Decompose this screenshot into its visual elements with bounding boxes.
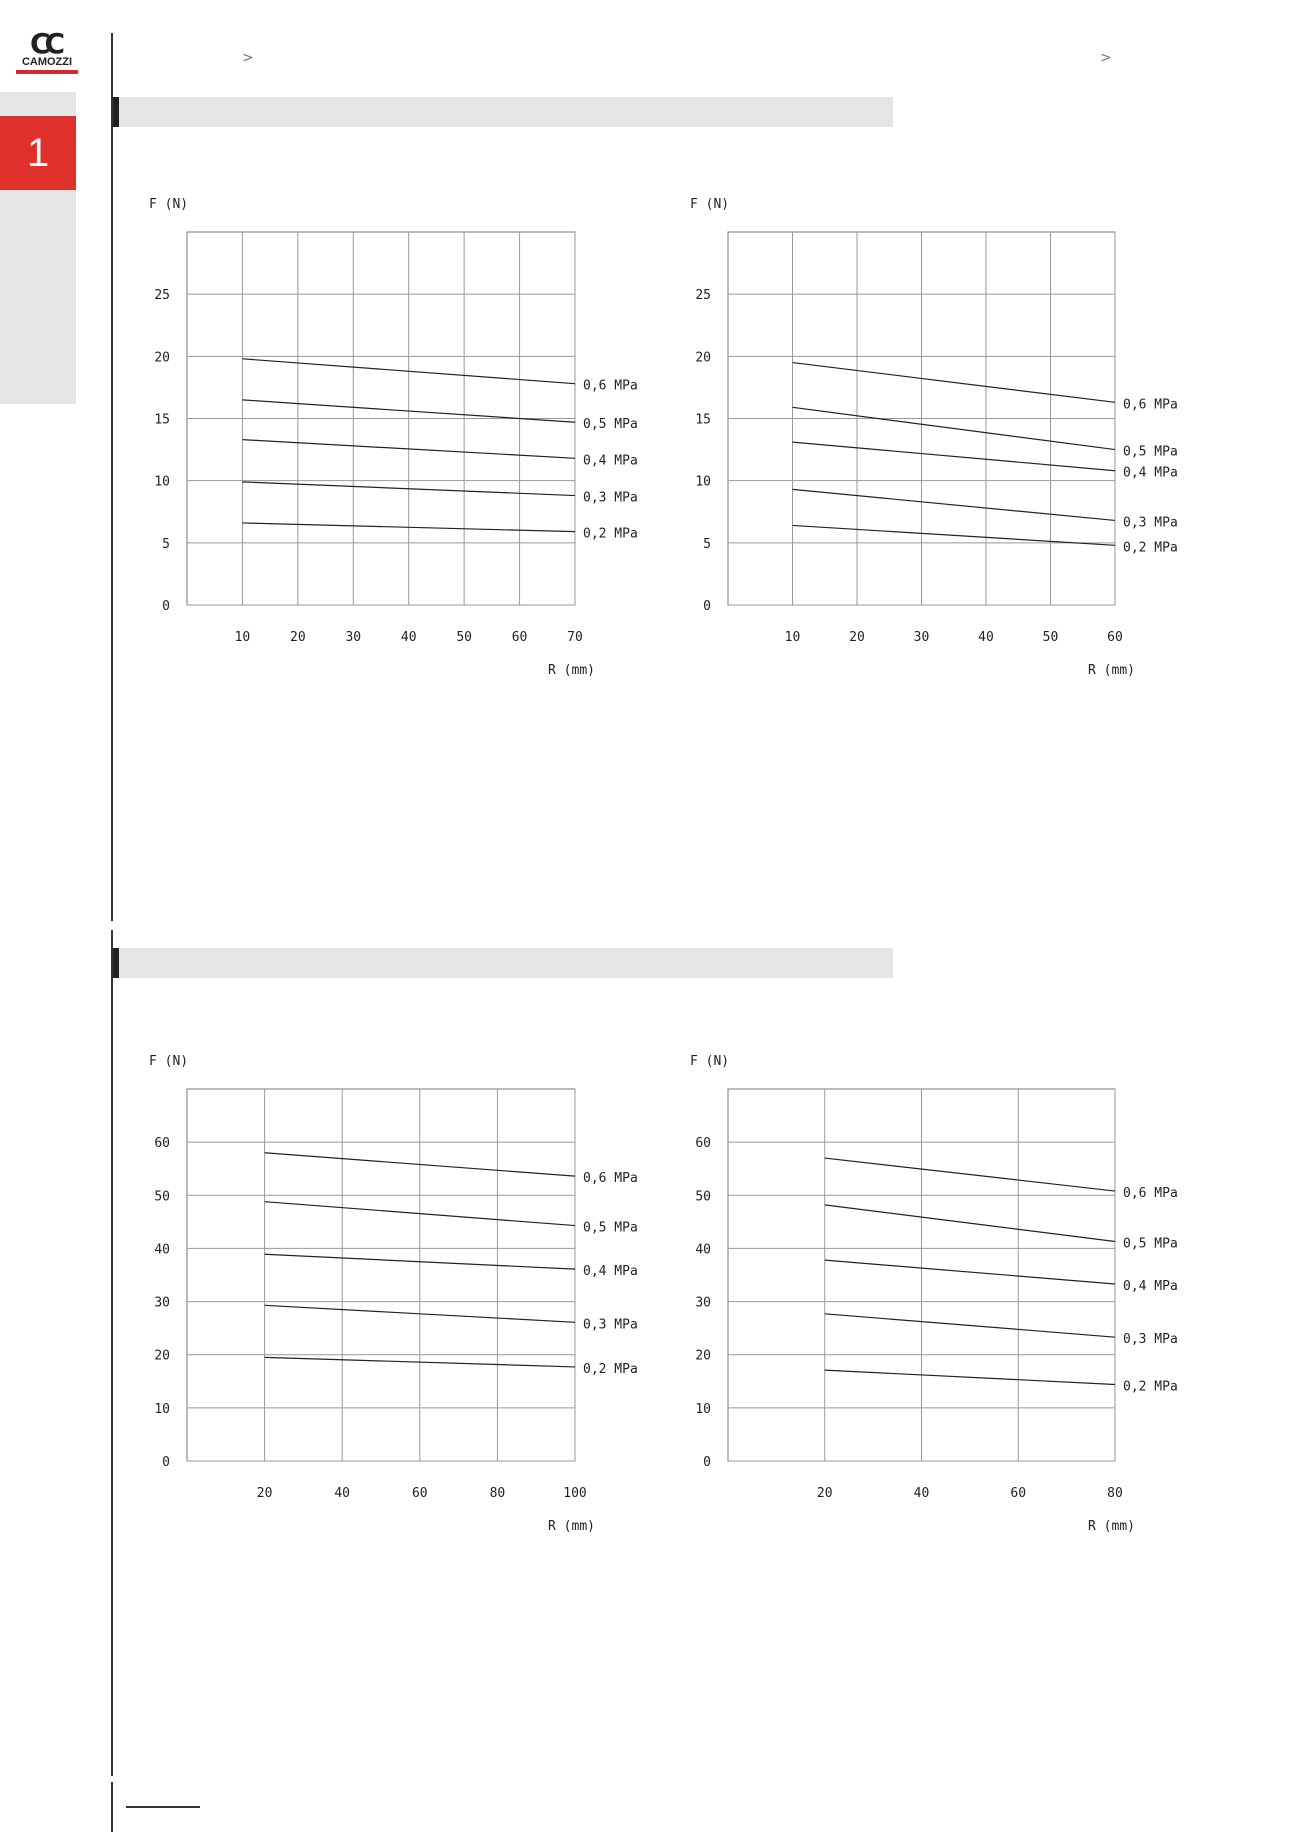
series-label: 0,3 MPa [583, 490, 638, 506]
logo-text: CAMOZZI [21, 56, 73, 68]
x-tick-label: 30 [913, 630, 930, 645]
y-tick-label: 50 [154, 1189, 170, 1205]
x-tick-label: 40 [913, 1486, 930, 1501]
x-tick-label: 10 [784, 630, 801, 645]
x-tick-label: 60 [1107, 630, 1123, 645]
series-label: 0,6 MPa [583, 1171, 638, 1187]
section-number-tab[interactable]: 1 [0, 116, 76, 190]
series-label: 0,3 MPa [1123, 515, 1178, 531]
x-tick-label: 40 [978, 630, 994, 645]
section-header-band-1 [113, 97, 893, 127]
series-line [825, 1158, 1115, 1191]
chart-1 [140, 190, 638, 690]
camozzi-logo [16, 27, 78, 74]
x-tick-label: 20 [816, 1486, 833, 1501]
series-label: 0,5 MPa [583, 417, 638, 433]
plot-frame [187, 1089, 575, 1461]
x-tick-label: 50 [1042, 630, 1059, 645]
y-tick-label: 10 [695, 474, 711, 490]
logo-mark: CC [30, 27, 60, 60]
x-tick-label: 40 [334, 1486, 351, 1501]
y-tick-label: 50 [695, 1189, 711, 1205]
y-tick-label: 40 [695, 1242, 711, 1258]
series-label: 0,4 MPa [583, 1264, 638, 1280]
band-marker [113, 97, 119, 127]
chart-2 [680, 190, 1178, 690]
y-tick-label: 40 [154, 1242, 170, 1258]
y-tick-label: 0 [162, 1455, 170, 1470]
x-tick-label: 60 [411, 1486, 428, 1501]
series-line [793, 407, 1116, 449]
x-tick-label: 20 [849, 630, 865, 645]
y-tick-label: 25 [695, 288, 711, 304]
y-tick-label: 25 [154, 288, 170, 304]
y-tick-label: 10 [154, 1401, 170, 1417]
section-header-band-2 [113, 948, 893, 978]
y-axis-label: F (N) [149, 197, 189, 212]
chart-4 [680, 1040, 1178, 1540]
series-label: 0,5 MPa [583, 1220, 638, 1236]
y-tick-label: 60 [695, 1136, 711, 1152]
y-tick-label: 20 [695, 350, 711, 366]
x-tick-label: 100 [563, 1486, 587, 1501]
series-label: 0,6 MPa [1123, 397, 1178, 413]
x-axis-label: R (mm) [548, 663, 595, 678]
y-tick-label: 15 [154, 412, 170, 428]
y-tick-label: 10 [154, 474, 170, 490]
y-tick-label: 30 [695, 1295, 711, 1311]
series-label: 0,3 MPa [1123, 1332, 1178, 1348]
y-axis-label: F (N) [149, 1054, 189, 1069]
x-tick-label: 10 [234, 630, 251, 645]
y-tick-label: 20 [695, 1348, 711, 1364]
x-tick-label: 20 [256, 1486, 273, 1501]
series-label: 0,4 MPa [1123, 465, 1178, 481]
series-line [825, 1260, 1115, 1284]
breadcrumb-arrow-right-icon: > [1100, 50, 1112, 66]
y-tick-label: 5 [703, 536, 711, 552]
y-tick-label: 15 [695, 412, 711, 428]
y-tick-label: 60 [154, 1136, 170, 1152]
vertical-rule-footer [111, 1782, 113, 1832]
series-label: 0,4 MPa [1123, 1279, 1178, 1295]
series-label: 0,3 MPa [583, 1317, 638, 1333]
chart-3 [140, 1040, 638, 1540]
y-tick-label: 5 [162, 536, 170, 552]
x-tick-label: 60 [511, 630, 528, 645]
series-line [793, 363, 1116, 403]
series-label: 0,4 MPa [583, 453, 638, 469]
x-tick-label: 40 [400, 630, 417, 645]
series-line [825, 1314, 1115, 1337]
y-tick-label: 10 [695, 1401, 711, 1417]
x-tick-label: 80 [489, 1486, 506, 1501]
y-tick-label: 0 [162, 599, 170, 614]
series-label: 0,2 MPa [1123, 1379, 1178, 1395]
x-tick-label: 30 [345, 630, 362, 645]
series-line [793, 489, 1116, 520]
series-label: 0,2 MPa [1123, 540, 1178, 556]
y-axis-label: F (N) [690, 1054, 730, 1069]
x-tick-label: 60 [1010, 1486, 1027, 1501]
series-label: 0,2 MPa [583, 1361, 638, 1377]
x-tick-label: 80 [1107, 1486, 1123, 1501]
x-axis-label: R (mm) [548, 1519, 595, 1534]
x-tick-label: 50 [456, 630, 472, 645]
x-tick-label: 20 [290, 630, 306, 645]
x-axis-label: R (mm) [1088, 1519, 1135, 1534]
y-tick-label: 0 [703, 1455, 711, 1470]
series-line [793, 442, 1116, 471]
y-tick-label: 30 [154, 1295, 170, 1311]
series-line [825, 1205, 1115, 1242]
y-tick-label: 20 [154, 1348, 170, 1364]
y-tick-label: 0 [703, 599, 711, 614]
vertical-rule-bottom [111, 930, 113, 1776]
logo-bar [16, 70, 78, 74]
x-axis-label: R (mm) [1088, 663, 1135, 678]
band-marker [113, 948, 119, 978]
series-line [825, 1370, 1115, 1384]
series-label: 0,5 MPa [1123, 1236, 1178, 1252]
series-label: 0,6 MPa [1123, 1186, 1178, 1202]
series-label: 0,5 MPa [1123, 444, 1178, 460]
x-tick-label: 70 [567, 630, 583, 645]
vertical-rule-top [111, 33, 113, 921]
breadcrumb-arrow-icon: > [242, 50, 254, 66]
y-tick-label: 20 [154, 350, 170, 366]
footer-rule [126, 1806, 200, 1808]
series-label: 0,2 MPa [583, 526, 638, 542]
y-axis-label: F (N) [690, 197, 730, 212]
series-label: 0,6 MPa [583, 378, 638, 394]
